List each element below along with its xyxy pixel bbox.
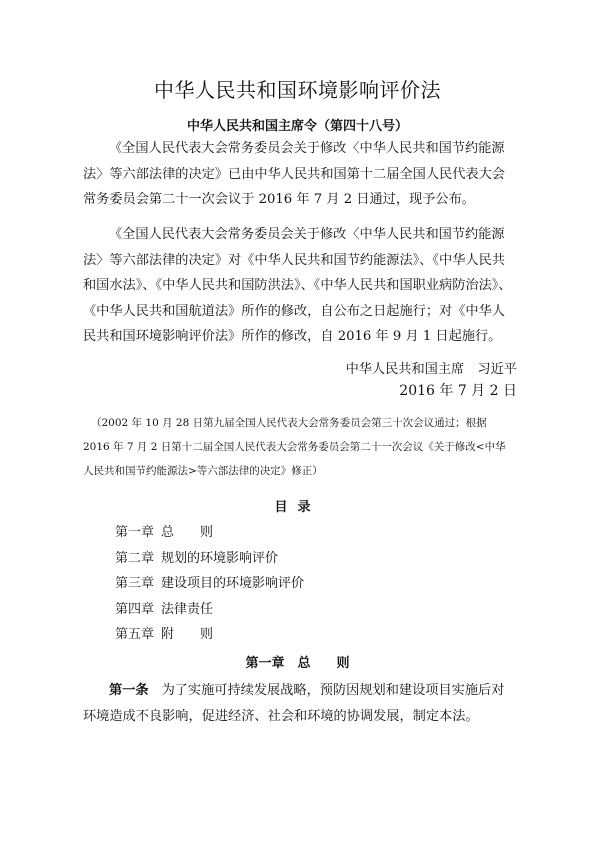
article-text: 为了实施可持续发展战略，预防因规划和建设项目实施后对环境造成不良影响，促进经济、社会和环境的协调发展，制定本法。 bbox=[83, 683, 505, 724]
toc-chapter-name: 总 则 bbox=[161, 525, 214, 540]
amendment-note bbox=[83, 411, 515, 483]
toc-chapter-name: 法律责任 bbox=[161, 601, 214, 617]
amendment-note-text: （2002 年 10 月 28 日第九届全国人民代表大会常务委员会第三十次会议通过；根据 2016 年 7 月 2 日第十二届全国人民代表大会常务委员会第二十一次会议《关于修改<中华人民共和国节约能源法>等六部法律的决定》修正） bbox=[83, 417, 506, 477]
presidential-order-heading: 中华人民共和国主席令（第四十八号） bbox=[186, 119, 408, 134]
toc-heading: 目录 bbox=[274, 500, 321, 515]
effective-date-text: 《全国人民代表大会常务委员会关于修改〈中华人民共和国节约能源法〉等六部法律的决定》对《中华人民共和国节约能源法》、《中华人民共和国水法》、《中华人民共和国防洪法》、《中华人民共和国职业病防治法》、《中华人民共和国航道法》所作的修改，自公布之日起施行；对《中华人民共和国环境影响评价法》所作的修改，自 2016 年 9 月 1 日起施行。 bbox=[83, 227, 512, 344]
chapter-heading: 第一章 总 则 bbox=[245, 656, 350, 671]
toc-chapter-name: 规划的环境影响评价 bbox=[161, 550, 279, 566]
toc-chapter-name: 附 则 bbox=[161, 627, 214, 643]
toc-chapter-number: 第一章 bbox=[115, 525, 155, 540]
toc-chapter-number: 第四章 bbox=[115, 601, 155, 617]
promulgation-paragraph bbox=[83, 136, 515, 213]
article-1 bbox=[83, 678, 515, 730]
toc-chapter-number: 第二章 bbox=[115, 550, 155, 566]
toc-chapter-name: 建设项目的环境影响评价 bbox=[161, 576, 305, 592]
toc-chapter-number: 第三章 bbox=[115, 576, 155, 592]
document-title: 中华人民共和国环境影响评价法 bbox=[154, 78, 441, 102]
signer: 中华人民共和国主席 习近平 bbox=[345, 362, 517, 377]
toc-item bbox=[115, 546, 304, 572]
table-of-contents bbox=[115, 520, 304, 648]
toc-item bbox=[115, 622, 304, 648]
sign-date: 2016 年 7 月 2 日 bbox=[399, 383, 517, 399]
effective-date-paragraph bbox=[83, 222, 515, 350]
article-number: 第一条 bbox=[109, 683, 149, 698]
toc-item bbox=[115, 571, 304, 597]
promulgation-text: 《全国人民代表大会常务委员会关于修改〈中华人民共和国节约能源法〉等六部法律的决定》已由中华人民共和国第十二届全国人民代表大会常务委员会第二十一次会议于 2016 年 7 月 2 日通过，现予公布。 bbox=[83, 141, 505, 207]
toc-item bbox=[115, 520, 304, 546]
toc-chapter-number: 第五章 bbox=[115, 627, 155, 643]
toc-item bbox=[115, 597, 304, 623]
